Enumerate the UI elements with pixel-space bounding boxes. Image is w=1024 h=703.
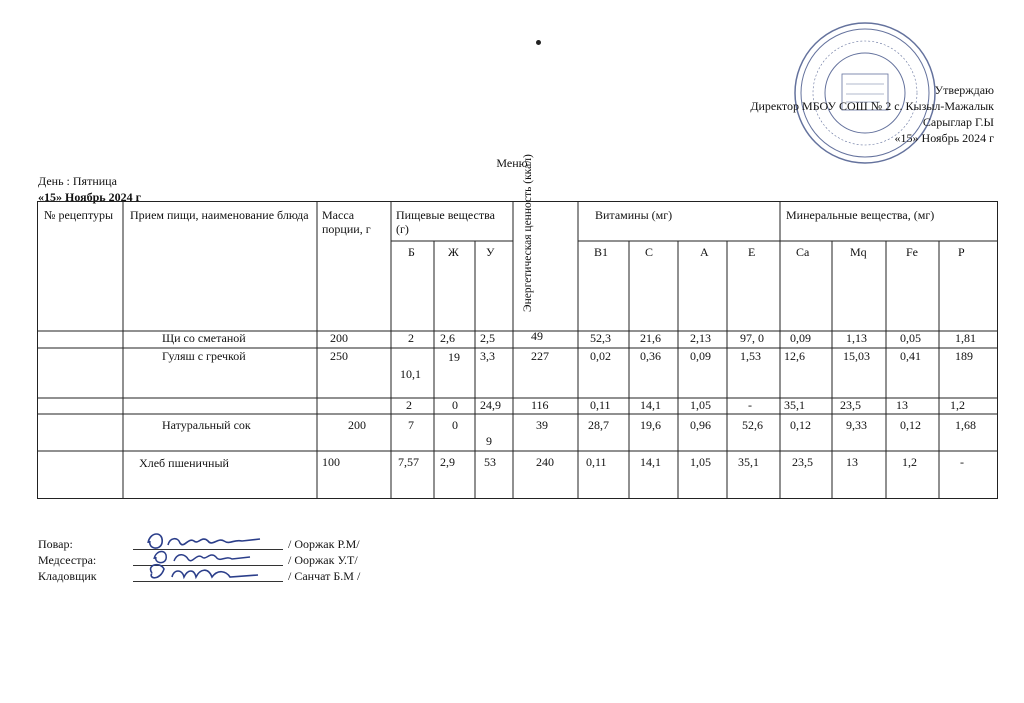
cell-b: 2: [408, 331, 414, 345]
cell-zh: 2,9: [440, 455, 455, 469]
dish-name: Натуральный сок: [162, 418, 251, 432]
cell-ca: 0,12: [790, 418, 811, 432]
cell-b: 7: [408, 418, 414, 432]
cell-ca: 12,6: [784, 349, 805, 363]
cell-ca: 0,09: [790, 331, 811, 345]
cell-b1: 28,7: [588, 418, 609, 432]
cell-ca: 35,1: [784, 398, 805, 412]
cell-p: 189: [955, 349, 973, 363]
cell-b: 2: [406, 398, 412, 412]
cell-fe: 1,2: [902, 455, 917, 469]
cell-zh: 2,6: [440, 331, 455, 345]
header-recipe: № рецептуры: [44, 208, 114, 222]
header-fe: Fe: [906, 245, 918, 259]
date-label: «15» Ноябрь 2024 г: [38, 190, 142, 204]
cell-energy: 240: [536, 455, 554, 469]
signature-role: Медсестра:: [38, 553, 97, 567]
cell-u: 24,9: [480, 398, 501, 412]
cell-u: 2,5: [480, 331, 495, 345]
cell-b1: 0,11: [590, 398, 611, 412]
cell-a: 0,96: [690, 418, 711, 432]
header-a: А: [700, 245, 709, 259]
cell-zh: 0: [452, 418, 458, 432]
cell-mass: 200: [330, 331, 348, 345]
dot-mark: [536, 40, 541, 45]
cell-mass: 100: [322, 455, 340, 469]
cell-p: 1,2: [950, 398, 965, 412]
cell-mq: 9,33: [846, 418, 867, 432]
cell-a: 0,09: [690, 349, 711, 363]
header-u: У: [486, 245, 495, 259]
signature-name: / Ооржак Р.М/: [288, 537, 360, 551]
header-ca: Са: [796, 245, 810, 259]
signature-role: Кладовщик: [38, 569, 97, 583]
dish-name: Щи со сметаной: [162, 331, 246, 345]
dish-name: Гуляш с гречкой: [162, 349, 246, 363]
approval-line-4: «15» Ноябрь 2024 г: [894, 131, 994, 145]
header-p: Р: [958, 245, 965, 259]
header-mass: Масса порции, г: [322, 208, 371, 236]
cell-c: 14,1: [640, 398, 661, 412]
cell-p: -: [960, 455, 964, 469]
cell-fe: 0,05: [900, 331, 921, 345]
cell-u: 9: [486, 434, 492, 448]
cell-u: 3,3: [480, 349, 495, 363]
cell-ca: 23,5: [792, 455, 813, 469]
cell-mq: 13: [846, 455, 858, 469]
header-energy-text: Энергетическая ценность (ккал): [522, 154, 534, 312]
cell-energy: 116: [531, 398, 549, 412]
cell-fe: 0,41: [900, 349, 921, 363]
cell-a: 1,05: [690, 455, 711, 469]
signature-name: / Санчат Б.М /: [288, 569, 361, 583]
header-b: Б: [408, 245, 415, 259]
cell-c: 14,1: [640, 455, 661, 469]
cell-energy: 227: [531, 349, 549, 363]
cell-mass: 250: [330, 349, 348, 363]
cell-fe: 13: [896, 398, 908, 412]
day-label: День : Пятница: [38, 174, 117, 188]
cell-mq: 23,5: [840, 398, 861, 412]
header-e: Е: [748, 245, 756, 259]
header-minerals: Минеральные вещества, (мг): [786, 208, 935, 222]
cell-b1: 52,3: [590, 331, 611, 345]
cell-zh: 0: [452, 398, 458, 412]
cell-e: 35,1: [738, 455, 759, 469]
menu-title: Меню: [496, 156, 528, 170]
header-energy: [521, 154, 535, 312]
approval-line-1: Утверждаю: [934, 83, 994, 97]
signature-role: Повар:: [38, 537, 73, 551]
handwritten-signature: [138, 559, 268, 587]
header-vitamins: Витамины (мг): [595, 208, 673, 222]
header-zh: Ж: [448, 245, 459, 259]
cell-e: 52,6: [742, 418, 763, 432]
cell-zh: 19: [448, 350, 460, 364]
cell-p: 1,68: [955, 418, 976, 432]
cell-u: 53: [484, 455, 496, 469]
header-dish: Прием пищи, наименование блюда: [130, 208, 309, 222]
cell-c: 0,36: [640, 349, 661, 363]
cell-a: 2,13: [690, 331, 711, 345]
cell-b1: 0,11: [586, 455, 607, 469]
cell-mass: 200: [348, 418, 366, 432]
approval-line-3: Сарыглар Г.Ы: [922, 115, 994, 129]
cell-mq: 15,03: [843, 349, 870, 363]
cell-mq: 1,13: [846, 331, 867, 345]
header-b1: В1: [594, 245, 609, 259]
cell-b: 7,57: [398, 455, 419, 469]
header-mq: Mq: [850, 245, 867, 259]
cell-p: 1,81: [955, 331, 976, 345]
cell-e: -: [748, 398, 752, 412]
cell-a: 1,05: [690, 398, 711, 412]
approval-block: [674, 82, 994, 146]
cell-c: 21,6: [640, 331, 661, 345]
cell-c: 19,6: [640, 418, 661, 432]
cell-e: 1,53: [740, 349, 761, 363]
approval-line-2: Директор МБОУ СОШ № 2 с. Кызыл-Мажалык: [750, 99, 994, 113]
cell-energy: 39: [536, 418, 548, 432]
cell-e: 97, 0: [740, 331, 764, 345]
signature-name: / Ооржак У.Т/: [288, 553, 358, 567]
cell-energy: 49: [531, 329, 543, 343]
cell-b1: 0,02: [590, 349, 611, 363]
header-nutrients: Пищевые вещества (г): [396, 208, 495, 236]
cell-b: 10,1: [400, 367, 421, 381]
header-c: С: [645, 245, 654, 259]
cell-fe: 0,12: [900, 418, 921, 432]
dish-name: Хлеб пшеничный: [139, 456, 229, 470]
